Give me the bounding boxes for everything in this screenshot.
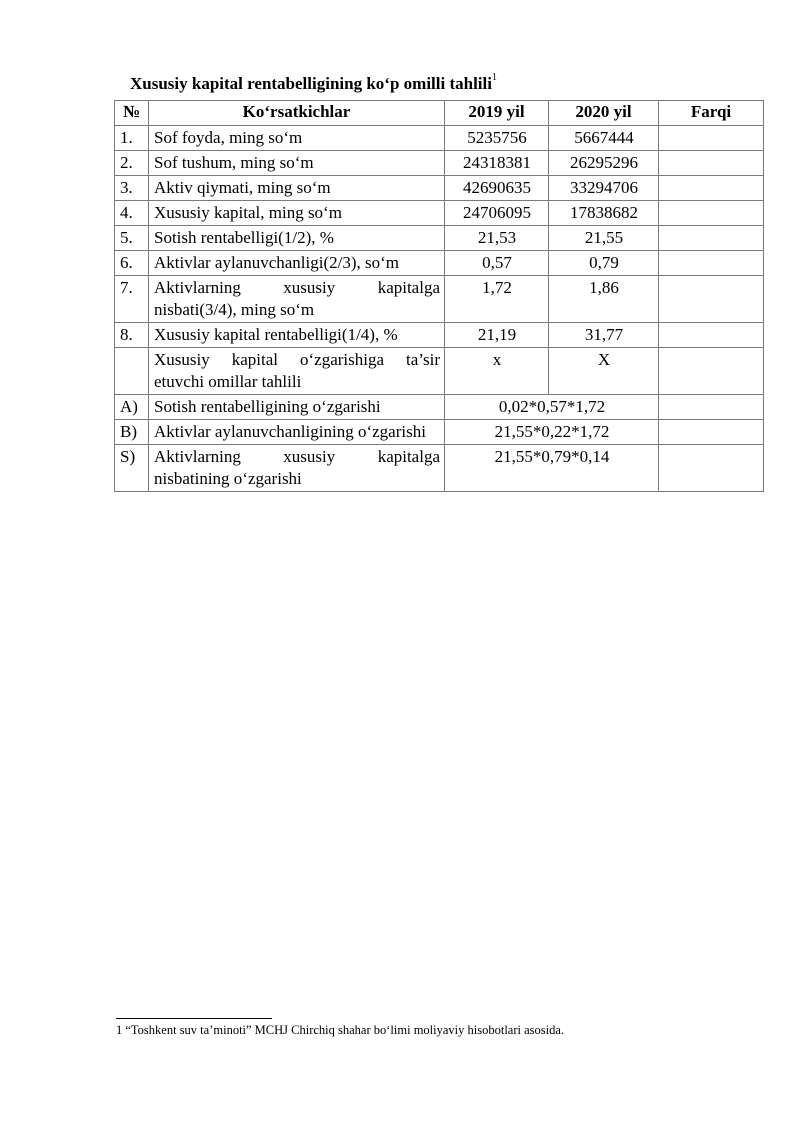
value-difference <box>659 126 764 151</box>
table-title <box>130 74 497 94</box>
row-number: 8. <box>115 323 149 348</box>
value-2020: 5667444 <box>549 126 659 151</box>
value-difference <box>659 348 764 395</box>
row-number: 2. <box>115 151 149 176</box>
value-2020: 1,86 <box>549 276 659 323</box>
row-label: Aktivlarning xususiy kapitalga nisbati(3/4), ming so‘m <box>149 276 445 323</box>
value-2020: 0,79 <box>549 251 659 276</box>
value-difference <box>659 420 764 445</box>
value-difference <box>659 395 764 420</box>
value-2019: 0,57 <box>445 251 549 276</box>
value-difference <box>659 276 764 323</box>
table-row <box>115 251 764 276</box>
table-title-text: Xususiy kapital rentabelligining ko‘p omilli tahlili <box>130 74 492 93</box>
row-number: 1. <box>115 126 149 151</box>
factor-row-label: Aktivlar aylanuvchanligining o‘zgarishi <box>149 420 445 445</box>
value-2019: 24706095 <box>445 201 549 226</box>
factor-formula: 0,02*0,57*1,72 <box>445 395 659 420</box>
table-row <box>115 151 764 176</box>
value-difference <box>659 201 764 226</box>
row-number <box>115 348 149 395</box>
value-difference <box>659 323 764 348</box>
header-difference: Farqi <box>659 101 764 126</box>
title-footnote-mark: 1 <box>491 72 497 83</box>
row-label: Xususiy kapital rentabelligi(1/4), % <box>149 323 445 348</box>
factor-formula: 21,55*0,79*0,14 <box>445 445 659 492</box>
table-row <box>115 226 764 251</box>
value-difference <box>659 226 764 251</box>
analysis-table <box>114 100 764 492</box>
value-2020: 26295296 <box>549 151 659 176</box>
footnote-mark: 1 <box>116 1023 123 1037</box>
factor-row-letter: B) <box>115 420 149 445</box>
table-row <box>115 126 764 151</box>
factor-row-letter: A) <box>115 395 149 420</box>
row-label: Xususiy kapital o‘zgarishiga ta’sir etuvchi omillar tahlili <box>149 348 445 395</box>
table-row <box>115 348 764 395</box>
value-2019: 5235756 <box>445 126 549 151</box>
row-label: Sotish rentabelligi(1/2), % <box>149 226 445 251</box>
row-number: 6. <box>115 251 149 276</box>
row-number: 7. <box>115 276 149 323</box>
footnote-separator <box>116 1018 272 1019</box>
value-2019: 1,72 <box>445 276 549 323</box>
factor-row-label: Sotish rentabelligining o‘zgarishi <box>149 395 445 420</box>
footnote <box>116 1023 564 1038</box>
factor-row <box>115 420 764 445</box>
factor-row <box>115 445 764 492</box>
row-label: Sof tushum, ming so‘m <box>149 151 445 176</box>
footnote-text: “Toshkent suv ta’minoti” MCHJ Chirchiq shahar bo‘limi moliyaviy hisobotlari asosida. <box>125 1023 565 1037</box>
value-2019: 21,53 <box>445 226 549 251</box>
row-number: 3. <box>115 176 149 201</box>
value-2020: 33294706 <box>549 176 659 201</box>
factor-row-label: Aktivlarning xususiy kapitalga nisbatining o‘zgarishi <box>149 445 445 492</box>
value-2020: X <box>549 348 659 395</box>
value-2019: 24318381 <box>445 151 549 176</box>
value-difference <box>659 176 764 201</box>
row-label: Sof foyda, ming so‘m <box>149 126 445 151</box>
factor-row-letter: S) <box>115 445 149 492</box>
value-2020: 31,77 <box>549 323 659 348</box>
factor-row <box>115 395 764 420</box>
header-indicators: Ko‘rsatkichlar <box>149 101 445 126</box>
value-difference <box>659 445 764 492</box>
table-row <box>115 176 764 201</box>
header-2019: 2019 yil <box>445 101 549 126</box>
table-header-row <box>115 101 764 126</box>
row-label: Xususiy kapital, ming so‘m <box>149 201 445 226</box>
row-number: 5. <box>115 226 149 251</box>
value-2019: 42690635 <box>445 176 549 201</box>
table-row <box>115 201 764 226</box>
factor-formula: 21,55*0,22*1,72 <box>445 420 659 445</box>
value-2020: 21,55 <box>549 226 659 251</box>
row-label: Aktiv qiymati, ming so‘m <box>149 176 445 201</box>
value-difference <box>659 251 764 276</box>
value-difference <box>659 151 764 176</box>
value-2019: x <box>445 348 549 395</box>
header-number: № <box>115 101 149 126</box>
table-row <box>115 323 764 348</box>
table-row <box>115 276 764 323</box>
row-label: Aktivlar aylanuvchanligi(2/3), so‘m <box>149 251 445 276</box>
header-2020: 2020 yil <box>549 101 659 126</box>
value-2019: 21,19 <box>445 323 549 348</box>
value-2020: 17838682 <box>549 201 659 226</box>
row-number: 4. <box>115 201 149 226</box>
